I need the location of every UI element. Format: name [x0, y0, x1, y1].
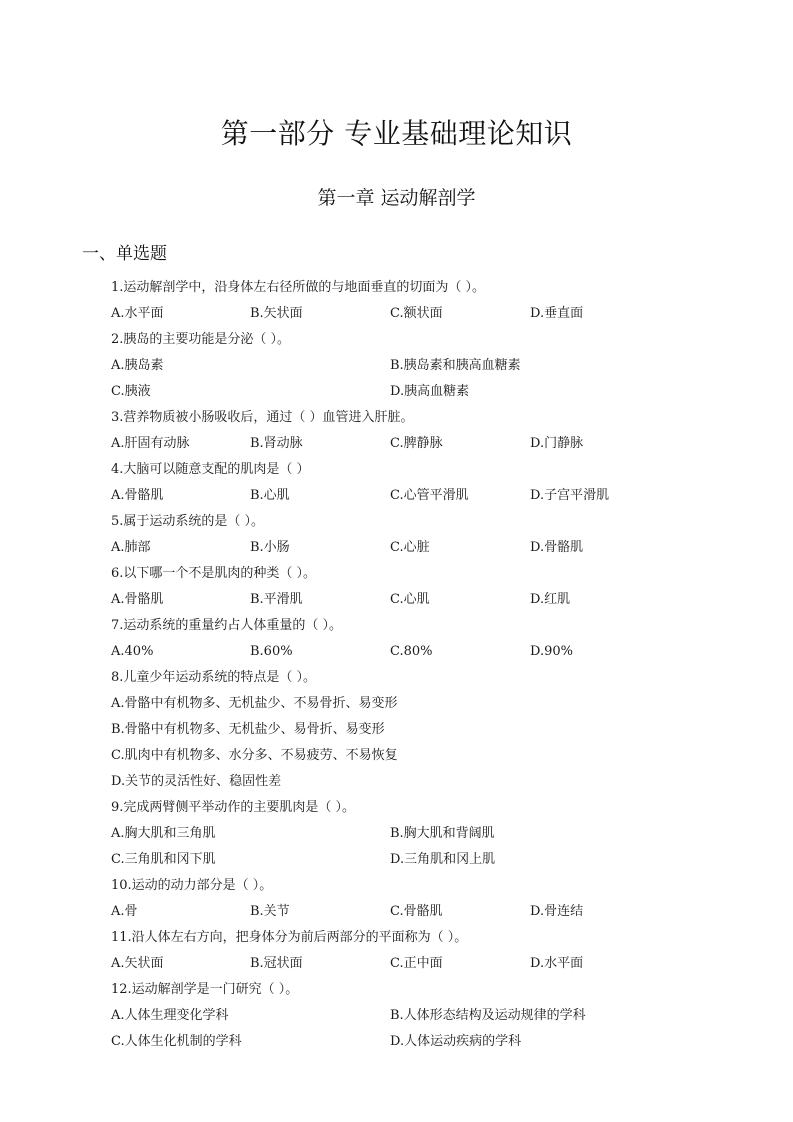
question-stem: 8.儿童少年运动系统的特点是（ ）。	[111, 670, 317, 685]
answer-option: B.小肠	[250, 540, 290, 555]
options-row	[111, 382, 711, 408]
answer-option: D.胰高血糖素	[390, 384, 470, 399]
answer-option: C.人体生化机制的学科	[111, 1034, 242, 1049]
answer-option: D.骨骼肌	[530, 540, 584, 555]
answer-option: C.正中面	[390, 956, 443, 971]
page-title: 第一部分 专业基础理论知识	[220, 117, 573, 150]
question-stem: 10.运动的动力部分是（ ）。	[111, 878, 273, 893]
answer-option: A.40%	[111, 644, 154, 659]
question-stem: 6.以下哪一个不是肌肉的种类（ ）。	[111, 566, 317, 581]
answer-option: A.骨骼中有机物多、无机盐少、不易骨折、易变形	[111, 696, 398, 711]
options-row	[111, 902, 711, 928]
answer-option: A.肝固有动脉	[111, 436, 190, 451]
answer-option: B.60%	[250, 644, 293, 659]
answer-option: C.额状面	[390, 306, 443, 321]
answer-option: B.关节	[250, 904, 290, 919]
question-list	[111, 278, 711, 1058]
options-row	[111, 538, 711, 564]
options-row	[111, 642, 711, 668]
options-row	[111, 746, 711, 772]
answer-option: B.胰岛素和胰高血糖素	[390, 358, 521, 373]
answer-option: A.肺部	[111, 540, 151, 555]
question-stem: 4.大脑可以随意支配的肌肉是（ ）	[111, 462, 310, 477]
answer-option: B.骨骼中有机物多、无机盐少、易骨折、易变形	[111, 722, 385, 737]
answer-option: B.胸大肌和背阔肌	[390, 826, 495, 841]
answer-option: A.骨	[111, 904, 138, 919]
options-row	[111, 772, 711, 798]
answer-option: B.肾动脉	[250, 436, 303, 451]
answer-option: D.90%	[530, 644, 573, 659]
question-stem: 7.运动系统的重量约占人体重量的（ ）。	[111, 618, 343, 633]
options-row	[111, 694, 711, 720]
answer-option: A.胸大肌和三角肌	[111, 826, 216, 841]
answer-option: D.人体运动疾病的学科	[390, 1034, 522, 1049]
answer-option: C.心脏	[390, 540, 430, 555]
options-row	[111, 720, 711, 746]
question-stem: 5.属于运动系统的是（ ）。	[111, 514, 265, 529]
answer-option: D.骨连结	[530, 904, 584, 919]
question-stem: 11.沿人体左右方向，把身体分为前后两部分的平面称为（ ）。	[111, 930, 468, 945]
answer-option: B.平滑肌	[250, 592, 303, 607]
answer-option: C.肌肉中有机物多、水分多、不易疲劳、不易恢复	[111, 748, 398, 763]
answer-option: A.水平面	[111, 306, 164, 321]
answer-option: C.三角肌和冈下肌	[111, 852, 216, 867]
section-title: 一、单选题	[82, 244, 167, 264]
answer-option: A.胰岛素	[111, 358, 164, 373]
answer-option: D.门静脉	[530, 436, 584, 451]
question-stem: 1.运动解剖学中，沿身体左右径所做的与地面垂直的切面为（ ）。	[111, 280, 486, 295]
answer-option: B.矢状面	[250, 306, 303, 321]
answer-option: B.冠状面	[250, 956, 303, 971]
question-stem: 2.胰岛的主要功能是分泌（ ）。	[111, 332, 291, 347]
answer-option: D.水平面	[530, 956, 584, 971]
answer-option: A.骨骼肌	[111, 488, 164, 503]
chapter-title: 第一章 运动解剖学	[317, 187, 476, 209]
answer-option: D.红肌	[530, 592, 571, 607]
answer-option: C.骨骼肌	[390, 904, 443, 919]
question-stem: 12.运动解剖学是一门研究（ ）。	[111, 982, 299, 997]
options-row	[111, 850, 711, 876]
question-stem: 3.营养物质被小肠吸收后，通过（ ）血管进入肝脏。	[111, 410, 414, 425]
options-row	[111, 824, 711, 850]
answer-option: D.子宫平滑肌	[530, 488, 610, 503]
question-stem: 9.完成两臂侧平举动作的主要肌肉是（ ）。	[111, 800, 356, 815]
answer-option: C.胰液	[111, 384, 151, 399]
answer-option: B.心肌	[250, 488, 290, 503]
answer-option: C.心管平滑肌	[390, 488, 469, 503]
options-row	[111, 1006, 711, 1032]
answer-option: C.80%	[390, 644, 433, 659]
answer-option: B.人体形态结构及运动规律的学科	[390, 1008, 586, 1023]
answer-option: C.心肌	[390, 592, 430, 607]
answer-option: C.脾静脉	[390, 436, 443, 451]
answer-option: A.人体生理变化学科	[111, 1008, 229, 1023]
options-row	[111, 590, 711, 616]
options-row	[111, 1032, 711, 1058]
options-row	[111, 356, 711, 382]
options-row	[111, 486, 711, 512]
answer-option: D.三角肌和冈上肌	[390, 852, 496, 867]
answer-option: A.矢状面	[111, 956, 164, 971]
options-row	[111, 954, 711, 980]
answer-option: D.垂直面	[530, 306, 584, 321]
answer-option: D.关节的灵活性好、稳固性差	[111, 774, 282, 789]
options-row	[111, 304, 711, 330]
answer-option: A.骨骼肌	[111, 592, 164, 607]
options-row	[111, 434, 711, 460]
